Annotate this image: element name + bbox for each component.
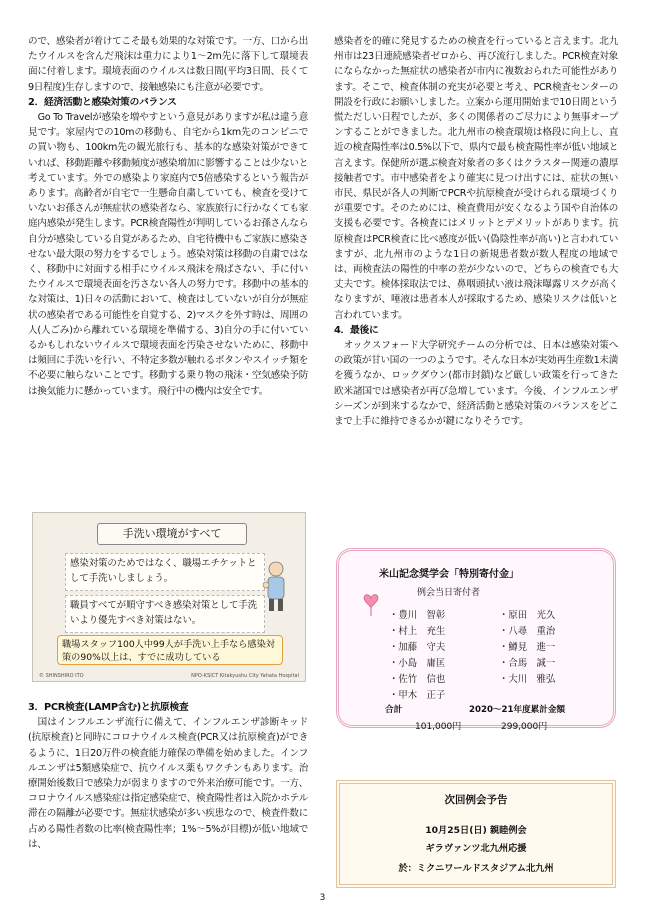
donor-name: ・鱒見 進一 [499, 642, 556, 653]
slide-title: 手洗い環境がすべて [97, 523, 247, 545]
next-meeting-title: 次回例会予告 [444, 794, 508, 806]
handwashing-slide [32, 512, 306, 682]
paragraph-droplet: ので、感染者が着けてこそ最も効果的な対策です。一方、口から出たウイルスを含んだ飛沫は重力により1～2m先に落下して環境表面に付着します。環境表面のウイルスは数日間(平均3日間、長くて9日程度)生存しますので、接触感染にも注意が必要です。 [28, 36, 308, 93]
donor-name: ・加藤 守夫 [389, 642, 446, 653]
paragraph-kitakyushu-testing: 感染者を的確に発見するための検査を行っていると言えます。北九州市は23日連続感染者ゼロから、再び流行しました。PCR検査対象にならなかった無症状の感染者が市内に複数おられた可能性があります。そこで、検査体制の充実が必要と考え、PCR検査センターの開設を行政にお願いしました。立案から運用開始まで10日間という慌ただしい日程でしたが、多くの関係者のご尽力により無事オープンすることができました。北九州市の検査環境は格段に向上し、直近の検査陽性率は0.5%以下で、県内で最も検査陽性率が低い地域と言えます。保健所が選ぶ検査対象者の多くはクラスター関連の濃厚接触者です。市中感染者をより確実に見つけ出すには、症状の無い市民、県民が各人の判断でPCRや抗原検査が受けられる環境づくりが重要です。そのためには、検査費用が安くなるよう国や自治体の支援も必要です。各検査にはメリットとデメリットがあります。抗原検査はPCR検査に比べ感度が低い(偽陰性率が高い)と言われていますが、北九州市のような1日の新規患者数が数人程度の地域では、両検査法の陽性的中率の差が少ないので、どちらの検査でも大丈夫です。検体採取法では、鼻咽頭拭い液は飛沫曝露リスクが高くなりますが、唾液は患者本人が採取するため、感染リスクは低いと言われています。 [334, 36, 618, 321]
left-column [28, 34, 308, 399]
heading-economy-balance: 2．経済活動と感染対策のバランス [28, 96, 177, 108]
donor-name: ・豊川 智彰 [389, 610, 446, 621]
right-column [334, 34, 618, 429]
page-number: 3 [319, 893, 326, 903]
paragraph-test-capacity: 国はインフルエンザ流行に備えて、インフルエンザ診断キッド(抗原検査)と同時にコロナウイルス検査(PCR又は抗原検査)ができるように、1日20万件の検査能力確保の準備を始めました。インフルエンザは5類感染症で、抗ウイルス薬もワクチンもあります。治療開始後数日で感染力が弱まりますので外来治療可能です。一方、コロナウイルス感染症は指定感染症で、検査陽性者は入院かホテル滞在の隔離が必要です。無症状感染が多い疾患なので、検査件数に占める陽性者数の比率(検査陽性率；1%～5%が目標)が低い地域では、 [28, 717, 308, 850]
donor-name: ・合馬 誠一 [499, 658, 556, 669]
donor-name: ・村上 充生 [389, 626, 446, 637]
donor-name: ・大川 雅弘 [499, 674, 556, 685]
slide-credit: NPO-KSICT Kitakyushu City Yahata Hospital [191, 673, 299, 679]
next-meeting-box [336, 780, 616, 888]
total-value: 101,000円 [415, 722, 462, 732]
slide-copyright: © SHINSHIRO ITO [39, 673, 84, 679]
donor-name: ・原田 光久 [499, 610, 556, 621]
heading-conclusion: 4．最後に [334, 324, 379, 336]
donation-subtitle: 例会当日寄付者 [417, 588, 481, 598]
donor-name: ・甲木 正子 [389, 690, 446, 701]
paragraph-conclusion: オックスフォード大学研究チームの分析では、日本は感染対策への政策が甘い国の一つのようです。そんな日本が実効再生産数1未満を獲うなか、ロックダウン(都市封鎖)など厳しい政策を行ってきた欧米諸国では感染者が再び急増しています。今後、インフルエンザシーズンが到来するなかで、経済活動と感染対策のバランスをどこまで上手に維持できるかが鍵になりそうです。 [334, 340, 618, 428]
donor-name: ・佐竹 信也 [389, 674, 446, 685]
donation-title: 米山記念奨学会「特別寄付金」 [379, 569, 519, 580]
next-meeting-place: 於：ミクニワールドスタジアム北九州 [398, 863, 554, 874]
cumulative-value: 299,000円 [501, 722, 548, 732]
slide-point-success: 職場スタッフ100人中99人が手洗い上手なら感染対策の90%以上は、すでに成功している [57, 635, 283, 665]
total-label: 合計 [385, 705, 403, 715]
donor-name: ・八尋 重治 [499, 626, 556, 637]
person-illustration-icon [259, 559, 293, 613]
slide-point-etiquette: 感染対策のためではなく、職場エチケットとして手洗いしましょう。 [65, 553, 265, 591]
left-column-lower [28, 700, 308, 852]
heading-pcr-antigen: 3．PCR検査(LAMP含む)と抗原検査 [28, 702, 189, 713]
slide-point-priority: 職員すべてが順守すべき感染対策として手洗いより優先すべき対策はない。 [65, 595, 265, 633]
heart-icon [361, 587, 381, 617]
donation-box [336, 548, 616, 732]
paragraph-gototravel: Go To Travelが感染を増やすという意見がありますが私は違う意見です。家屋内での10mの移動も、自宅から1km先のコンビニでの買い物も、100km先の観光旅行も、基本的な感染対策ができていれば、移動距離や移動頻度が感染増加に影響することは少ないと考えています。外での感染より家庭内で5倍感染するという報告があります。高齢者が自宅で一生懸命自粛していても、検査を受けていないお孫さんが無症状の感染者なら、家族旅行に行かなくても家庭内感染が発生します。PCR検査陽性が判明しているお孫さんなら自分が感染している自覚があるため、自宅待機中もご家族に感染させない最大限の努力をするでしょう。感染対策は移動の自粛ではなく、移動中に対面する相手にウイルス飛沫を飛ばさない、手に付いたウイルスで環境表面を汚さない各人の努力です。移動中の基本的な対策は、1)日々の活動において、検査はしていないが自分が無症状の感染者である可能性を自覚する、2)マスクを外す時は、周囲の人(人ごみ)から離れている環境を準備する、3)自分の手に付いているかもしれないウイルスで環境表面を汚染させないために、移動中は頻回に手洗いを行い、不特定多数が触れるボタンやスイッチ類を不必要に触らないことです。移動する乗り物の飛沫・空気感染予防は換気能力に懸かっています。飛行中の機内は安全です。 [28, 112, 308, 397]
donor-name: ・小島 庸匡 [389, 658, 446, 669]
next-meeting-event: ギラヴァンツ北九州応援 [425, 843, 527, 854]
next-meeting-date: 10月25日(日) 親睦例会 [425, 825, 527, 836]
cumulative-label: 2020～21年度累計金額 [469, 705, 566, 715]
